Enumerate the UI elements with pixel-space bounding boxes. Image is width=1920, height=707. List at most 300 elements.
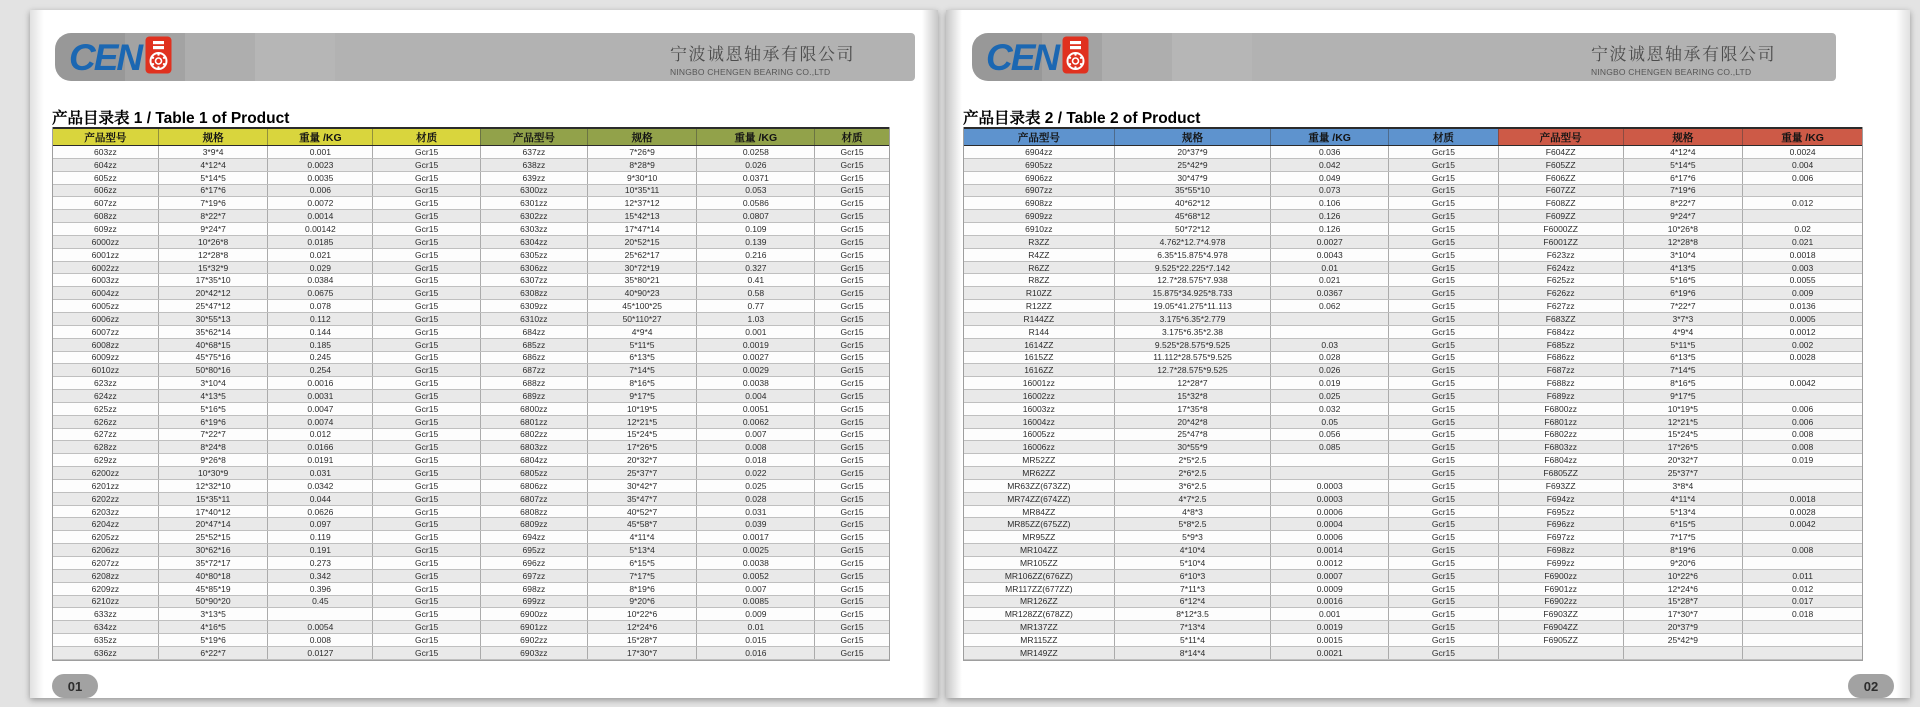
weight-cell [1742,390,1862,402]
material-cell: Gcr15 [1388,287,1498,299]
spec-cell: 7*14*5 [587,364,697,376]
material-cell: Gcr15 [814,300,889,312]
product-model-cell: MR85ZZ(675ZZ) [1007,519,1071,530]
weight-cell: 0.01 [696,621,814,633]
spec-cell: 30*72*19 [587,262,697,274]
product-model-cell: F693ZZ [1498,480,1623,492]
weight-cell: 0.004 [696,390,814,402]
product-model-cell: 1615ZZ [1024,352,1054,363]
table-row [964,583,1862,596]
spec-cell: 8*12*3.5 [1114,608,1271,620]
weight-cell: 0.02 [1742,223,1862,235]
material-cell: Gcr15 [814,403,889,415]
spec-cell: 5*11*4 [1114,634,1271,646]
weight-cell: 0.0016 [267,377,372,389]
spec-cell: 6*15*5 [587,557,697,569]
material-cell: Gcr15 [1388,570,1498,582]
product-model-cell: 627zz [94,429,117,440]
product-model-cell: 688zz [480,377,587,389]
table-row [964,339,1862,352]
table-row [964,493,1862,506]
weight-cell [1742,364,1862,376]
product-model-cell: 6201zz [91,480,120,491]
table-row [53,197,889,210]
spec-cell: 4*13*5 [158,390,268,402]
product-model-cell: 16006zz [1022,442,1055,453]
table-row [53,531,889,544]
weight-cell: 0.126 [1270,210,1388,222]
product-model-cell: 6009zz [91,352,120,363]
weight-cell: 0.0016 [1270,596,1388,608]
product-model-cell: 628zz [94,442,117,453]
spec-cell: 6*17*6 [1623,172,1743,184]
product-model-cell: R6ZZ [1028,262,1050,273]
material-cell: Gcr15 [372,377,480,389]
spec-cell: 20*32*7 [1623,454,1743,466]
material-cell: Gcr15 [1388,313,1498,325]
weight-cell: 0.126 [1270,223,1388,235]
weight-cell: 0.017 [1742,596,1862,608]
spec-cell: 15*35*11 [158,493,268,505]
material-cell: Gcr15 [814,531,889,543]
weight-cell [1742,467,1862,479]
table-row [53,185,889,198]
product-model-cell: F604ZZ [1498,146,1623,158]
spec-cell: 4*12*4 [1623,146,1743,158]
material-cell: Gcr15 [814,647,889,659]
material-cell: Gcr15 [372,146,480,158]
product-model-cell: MR115ZZ [1020,634,1058,645]
spec-cell: 5*13*4 [587,544,697,556]
page-number-badge: 01 [52,674,98,698]
weight-cell: 0.0054 [267,621,372,633]
material-cell: Gcr15 [814,377,889,389]
material-cell: Gcr15 [1388,506,1498,518]
weight-cell: 0.019 [1742,454,1862,466]
table-row [53,416,889,429]
weight-cell: 0.029 [267,262,372,274]
product-model-cell: 6904zz [1025,146,1053,157]
spec-cell: 6*22*7 [158,647,268,659]
company-name-cn: 宁波诚恩轴承有限公司 [670,45,855,64]
product-model-cell: F6802zz [1498,429,1623,441]
brand-header-bar [972,33,1836,81]
product-model-cell: 6901zz [480,621,587,633]
material-cell: Gcr15 [1388,300,1498,312]
product-model-cell: 6006zz [91,313,120,324]
product-model-cell: 6909zz [1025,211,1053,222]
table-row [964,364,1862,377]
spec-cell: 4.762*12.7*4.978 [1114,236,1271,248]
weight-cell: 0.031 [267,467,372,479]
material-cell: Gcr15 [372,197,480,209]
product-model-cell: 6206zz [91,545,120,556]
spec-cell: 30*55*9 [1114,441,1271,453]
product-model-cell: 6007zz [91,326,120,337]
spec-cell: 6*13*5 [1623,352,1743,364]
product-model-cell: F695zz [1498,506,1623,518]
product-model-cell: F686zz [1498,352,1623,364]
product-model-cell: 6302zz [480,210,587,222]
spec-cell: 30*47*9 [1114,172,1271,184]
spec-cell: 5*16*5 [1623,274,1743,286]
material-cell: Gcr15 [372,326,480,338]
material-cell: Gcr15 [1388,339,1498,351]
weight-cell: 0.008 [1742,544,1862,556]
weight-cell: 0.009 [1742,287,1862,299]
material-cell: Gcr15 [372,493,480,505]
material-cell: Gcr15 [372,416,480,428]
product-model-cell: MR95ZZ [1022,532,1056,543]
product-model-cell: F6905ZZ [1498,634,1623,646]
product-model-cell: F627zz [1498,300,1623,312]
material-cell: Gcr15 [1388,608,1498,620]
header-material-cell: 材质 [372,129,480,145]
product-model-cell: F694zz [1498,493,1623,505]
spec-cell: 8*19*6 [587,583,697,595]
product-model-cell: 6001zz [91,249,120,260]
table-row [53,159,889,172]
table-row [964,480,1862,493]
material-cell: Gcr15 [814,429,889,441]
spec-cell: 8*22*7 [158,210,268,222]
table-row [964,634,1862,647]
material-cell: Gcr15 [372,274,480,286]
cen-logo [986,36,1089,79]
spec-cell: 20*37*9 [1114,146,1271,158]
product-model-cell: 6903zz [480,647,587,659]
product-model-cell: R4ZZ [1028,249,1050,260]
material-cell: Gcr15 [372,210,480,222]
spec-cell: 30*62*16 [158,544,268,556]
weight-cell: 0.009 [696,608,814,620]
spec-cell: 4*8*3 [1114,506,1271,518]
page-edge-shadow [1896,10,1910,698]
product-model-cell: MR84ZZ [1022,506,1056,517]
product-model-cell: 16001zz [1022,378,1055,389]
table-row [53,287,889,300]
weight-cell: 0.0029 [696,364,814,376]
spec-cell: 12*28*8 [1623,236,1743,248]
spec-cell: 9*20*6 [587,596,697,608]
page-edge-shadow [30,10,44,698]
material-cell: Gcr15 [372,185,480,197]
company-name-block [670,40,855,77]
weight-cell: 0.0185 [267,236,372,248]
spec-cell: 4*12*4 [158,159,268,171]
product-model-cell: 6208zz [91,570,120,581]
table-row [964,467,1862,480]
material-cell: Gcr15 [814,185,889,197]
spec-cell: 17*26*5 [587,441,697,453]
table-row [53,364,889,377]
weight-cell: 0.028 [696,493,814,505]
product-model-cell: 6908zz [1025,198,1053,209]
product-model-cell: F683ZZ [1498,313,1623,325]
weight-cell: 0.0003 [1270,493,1388,505]
spec-cell: 4*11*4 [1623,493,1743,505]
spec-cell: 45*85*19 [158,583,268,595]
product-model-cell: 6905zz [1025,159,1053,170]
table-row [964,570,1862,583]
table-row [964,300,1862,313]
material-cell: Gcr15 [1388,467,1498,479]
weight-cell: 0.025 [696,480,814,492]
product-model-cell: 16002zz [1022,390,1055,401]
spec-cell: 19.05*41.275*11.113 [1114,300,1271,312]
weight-cell: 0.0047 [267,403,372,415]
spec-cell: 25*62*17 [587,249,697,261]
table-row [964,249,1862,262]
material-cell: Gcr15 [814,287,889,299]
product-model-cell: 6202zz [91,493,120,504]
material-cell: Gcr15 [372,608,480,620]
material-cell: Gcr15 [1388,403,1498,415]
material-cell: Gcr15 [1388,146,1498,158]
weight-cell: 0.011 [1742,570,1862,582]
spec-cell: 10*26*8 [158,236,268,248]
company-name-cn: 宁波诚恩轴承有限公司 [1591,45,1776,64]
product-model-cell: 6203zz [91,506,120,517]
table-row [53,429,889,442]
product-model-cell: 636zz [94,647,117,658]
table-row [964,287,1862,300]
product-model-cell: 603zz [94,146,117,157]
material-cell: Gcr15 [372,287,480,299]
weight-cell: 0.342 [267,570,372,582]
weight-cell: 0.0166 [267,441,372,453]
material-cell: Gcr15 [814,249,889,261]
material-cell: Gcr15 [814,506,889,518]
weight-cell: 0.001 [696,326,814,338]
product-model-cell: 6807zz [480,493,587,505]
material-cell: Gcr15 [814,596,889,608]
table-row [964,236,1862,249]
product-model-cell: 6309zz [480,300,587,312]
product-model-cell: MR52ZZ [1022,455,1056,466]
spec-cell: 20*37*9 [1623,621,1743,633]
product-model-cell: 634zz [94,622,117,633]
table-row [53,480,889,493]
weight-cell: 0.012 [267,429,372,441]
product-model-cell: 699zz [480,596,587,608]
material-cell: Gcr15 [372,454,480,466]
brand-header-bar [55,33,915,81]
header-product-model-cell: 产品型号 [964,129,1114,145]
weight-cell: 0.0028 [1742,506,1862,518]
spec-cell: 8*24*8 [158,441,268,453]
product-model-cell: 638zz [480,159,587,171]
product-model-cell: F6804zz [1498,454,1623,466]
product-model-cell: MR105ZZ [1019,557,1058,568]
material-cell: Gcr15 [1388,544,1498,556]
weight-cell: 0.01 [1270,262,1388,274]
product-model-cell: F625zz [1498,274,1623,286]
weight-cell: 0.00142 [267,223,372,235]
weight-cell: 0.0025 [696,544,814,556]
material-cell: Gcr15 [814,544,889,556]
weight-cell [1742,531,1862,543]
material-cell: Gcr15 [814,634,889,646]
weight-cell: 0.119 [267,531,372,543]
material-cell: Gcr15 [372,364,480,376]
weight-cell: 0.0031 [267,390,372,402]
material-cell: Gcr15 [1388,429,1498,441]
product-model-cell: 6800zz [480,403,587,415]
material-cell: Gcr15 [1388,621,1498,633]
product-model-cell: 686zz [480,352,587,364]
spec-cell: 6*19*6 [1623,287,1743,299]
product-model-cell: 6301zz [480,197,587,209]
material-cell: Gcr15 [814,583,889,595]
product-model-cell: 626zz [94,416,117,427]
weight-cell: 0.273 [267,557,372,569]
product-model-cell: 608zz [94,211,117,222]
spec-cell: 3.175*6.35*2.779 [1114,313,1271,325]
table-row [53,634,889,647]
spec-cell: 3*10*4 [158,377,268,389]
table-row [964,441,1862,454]
table-row [53,621,889,634]
product-model-cell: 6002zz [91,262,120,273]
weight-cell [1742,647,1862,659]
spec-cell: 6*19*6 [158,416,268,428]
table-row [53,210,889,223]
material-cell: Gcr15 [1388,583,1498,595]
table-row [53,467,889,480]
product-model-cell: 607zz [94,198,117,209]
spec-cell: 9*26*8 [158,454,268,466]
spec-cell: 7*19*6 [158,197,268,209]
product-model-cell: F6000ZZ [1498,223,1623,235]
table-row [964,197,1862,210]
spec-cell: 3*9*4 [158,146,268,158]
weight-cell: 0.0062 [696,416,814,428]
spec-cell: 8*19*6 [1623,544,1743,556]
weight-cell: 0.028 [1270,352,1388,364]
material-cell: Gcr15 [1388,364,1498,376]
product-model-cell: 637zz [480,146,587,158]
table-row [964,416,1862,429]
weight-cell: 0.0342 [267,480,372,492]
product-model-cell: 6005zz [91,301,120,312]
product-model-cell: 6900zz [480,608,587,620]
table-header-row [964,127,1862,146]
product-model-cell: F605ZZ [1498,159,1623,171]
weight-cell: 0.002 [1742,339,1862,351]
weight-cell: 0.216 [696,249,814,261]
product-model-cell: 684zz [480,326,587,338]
weight-cell: 0.0014 [267,210,372,222]
spec-cell: 45*100*25 [587,300,697,312]
weight-cell: 0.0018 [1742,249,1862,261]
weight-cell: 0.025 [1270,390,1388,402]
weight-cell: 0.056 [1270,429,1388,441]
weight-cell: 0.021 [1742,236,1862,248]
material-cell: Gcr15 [1388,210,1498,222]
material-cell: Gcr15 [372,223,480,235]
weight-cell: 0.0024 [1742,146,1862,158]
weight-cell: 0.022 [696,467,814,479]
material-cell: Gcr15 [1388,493,1498,505]
material-cell: Gcr15 [372,557,480,569]
product-model-cell: F6904ZZ [1498,621,1623,633]
weight-cell: 0.007 [696,583,814,595]
spec-cell: 12*24*6 [1623,583,1743,595]
weight-cell: 0.0371 [696,172,814,184]
weight-cell: 0.003 [1742,262,1862,274]
spec-cell: 7*17*5 [587,570,697,582]
material-cell: Gcr15 [814,364,889,376]
spec-cell: 45*58*7 [587,518,697,530]
weight-cell: 0.001 [267,146,372,158]
weight-cell: 0.0384 [267,274,372,286]
product-model-cell: 698zz [480,583,587,595]
material-cell: Gcr15 [814,416,889,428]
spec-cell: 50*110*27 [587,313,697,325]
spec-cell: 50*80*16 [158,364,268,376]
weight-cell: 0.0038 [696,557,814,569]
spec-cell: 5*14*5 [158,172,268,184]
material-cell: Gcr15 [372,429,480,441]
product-model-cell: F685zz [1498,339,1623,351]
spec-cell: 8*16*5 [587,377,697,389]
weight-cell: 0.0072 [267,197,372,209]
product-model-cell: 6801zz [480,416,587,428]
weight-cell: 0.0005 [1742,313,1862,325]
header-material-cell: 材质 [1388,129,1498,145]
material-cell: Gcr15 [372,467,480,479]
table-row [964,557,1862,570]
material-cell: Gcr15 [1388,223,1498,235]
table-row [964,531,1862,544]
spec-cell: 15*24*5 [587,429,697,441]
table-header-row [53,127,889,146]
weight-cell: 0.144 [267,326,372,338]
material-cell: Gcr15 [372,583,480,595]
product-model-cell: 633zz [94,609,117,620]
product-model-cell: F698zz [1498,544,1623,556]
weight-cell: 0.0085 [696,596,814,608]
material-cell: Gcr15 [1388,236,1498,248]
spec-cell: 4*9*4 [587,326,697,338]
cen-logo-text: CEN [986,36,1059,78]
spec-cell: 6*17*6 [158,185,268,197]
material-cell: Gcr15 [814,493,889,505]
weight-cell: 0.0006 [1270,531,1388,543]
spec-cell: 5*14*5 [1623,159,1743,171]
material-cell: Gcr15 [372,390,480,402]
spec-cell: 3*8*4 [1623,480,1743,492]
material-cell: Gcr15 [814,352,889,364]
spec-cell: 17*47*14 [587,223,697,235]
weight-cell [1270,467,1388,479]
product-model-cell: 6306zz [480,262,587,274]
spec-cell: 20*52*15 [587,236,697,248]
table-row [53,647,889,660]
product-model-cell: 6204zz [91,519,120,530]
page-number-badge: 02 [1848,674,1894,698]
product-model-cell: F6801zz [1498,416,1623,428]
spec-cell: 10*22*6 [587,608,697,620]
product-model-cell: R8ZZ [1028,275,1050,286]
spec-cell: 7*13*4 [1114,621,1271,633]
product-model-cell: 606zz [94,185,117,196]
product-model-cell: 6310zz [480,313,587,325]
material-cell: Gcr15 [814,159,889,171]
weight-cell: 0.0191 [267,454,372,466]
spec-cell: 10*26*8 [1623,223,1743,235]
